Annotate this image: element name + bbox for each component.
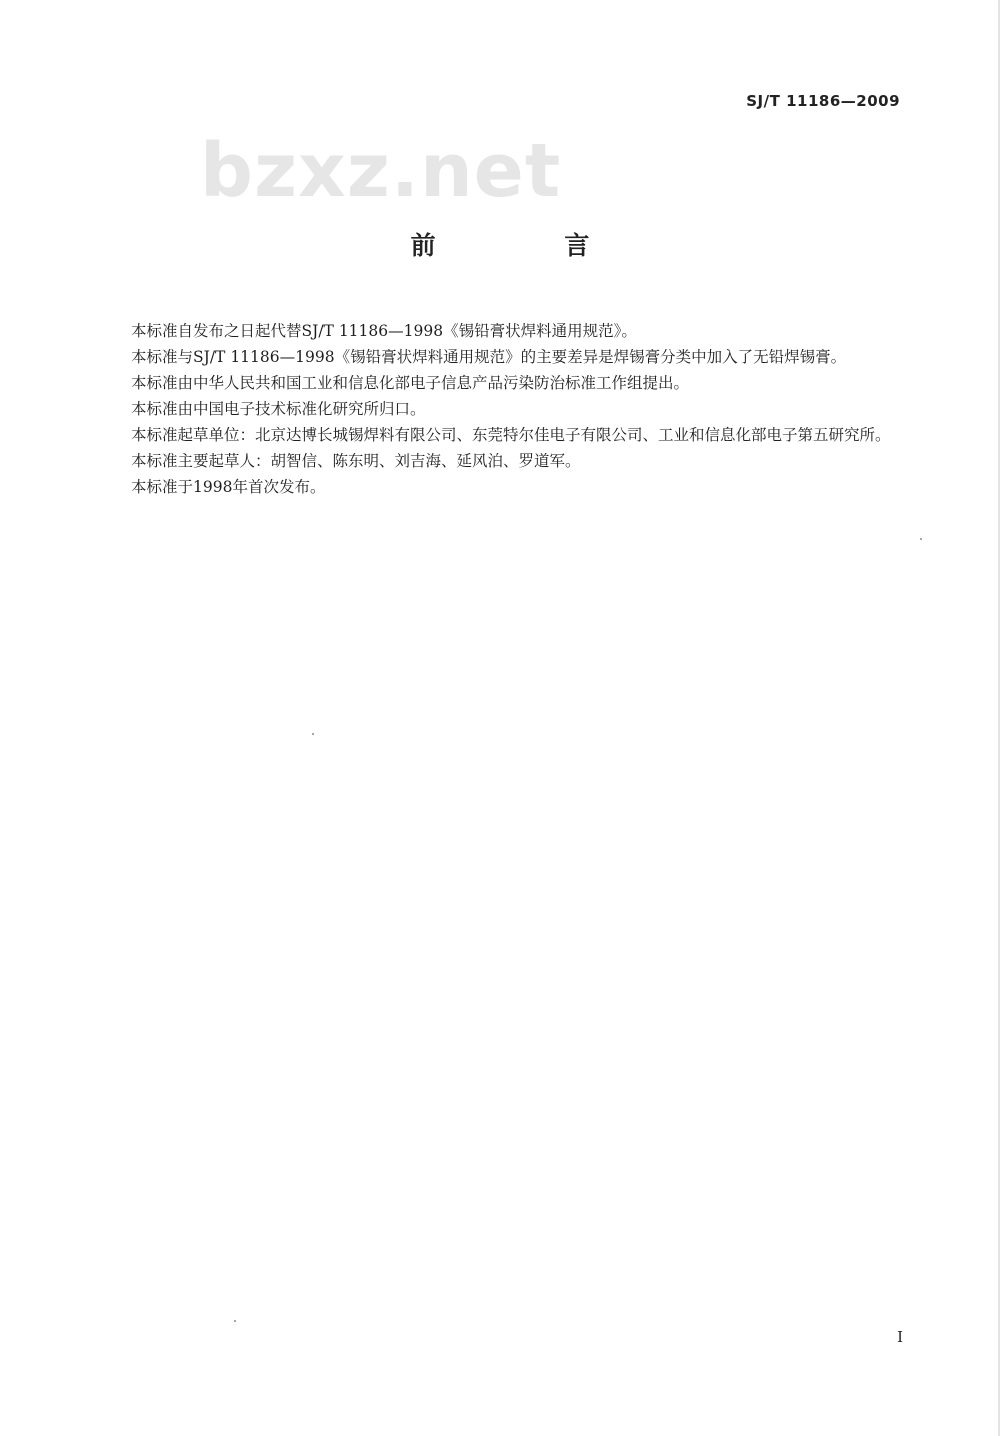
watermark: bzxz.net (200, 128, 562, 214)
scan-speck (312, 733, 314, 735)
scan-speck (234, 1320, 236, 1322)
page-number: I (897, 1328, 903, 1346)
paragraph: 本标准由中国电子技术标准化研究所归口。 (131, 400, 426, 418)
page-title: 前 言 (410, 231, 650, 260)
paragraph: 本标准自发布之日起代替SJ/T 11186—1998《锡铅膏状焊料通用规范》。 (131, 322, 637, 340)
scan-speck (920, 538, 922, 540)
paragraph: 本标准主要起草人：胡智信、陈东明、刘吉海、延风泊、罗道军。 (131, 452, 581, 470)
foreword-body (100, 318, 900, 500)
paragraph: 本标准与SJ/T 11186—1998《锡铅膏状焊料通用规范》的主要差异是焊锡膏分类中加入了无铅焊锡膏。 (131, 348, 847, 366)
paragraph: 本标准于1998年首次发布。 (131, 478, 326, 496)
paragraph: 本标准由中华人民共和国工业和信息化部电子信息产品污染防治标准工作组提出。 (131, 374, 690, 392)
document-code: SJ/T 11186—2009 (746, 92, 900, 110)
paragraph: 本标准起草单位：北京达博长城锡焊料有限公司、东莞特尔佳电子有限公司、工业和信息化部电子第五研究所。 (131, 426, 891, 444)
